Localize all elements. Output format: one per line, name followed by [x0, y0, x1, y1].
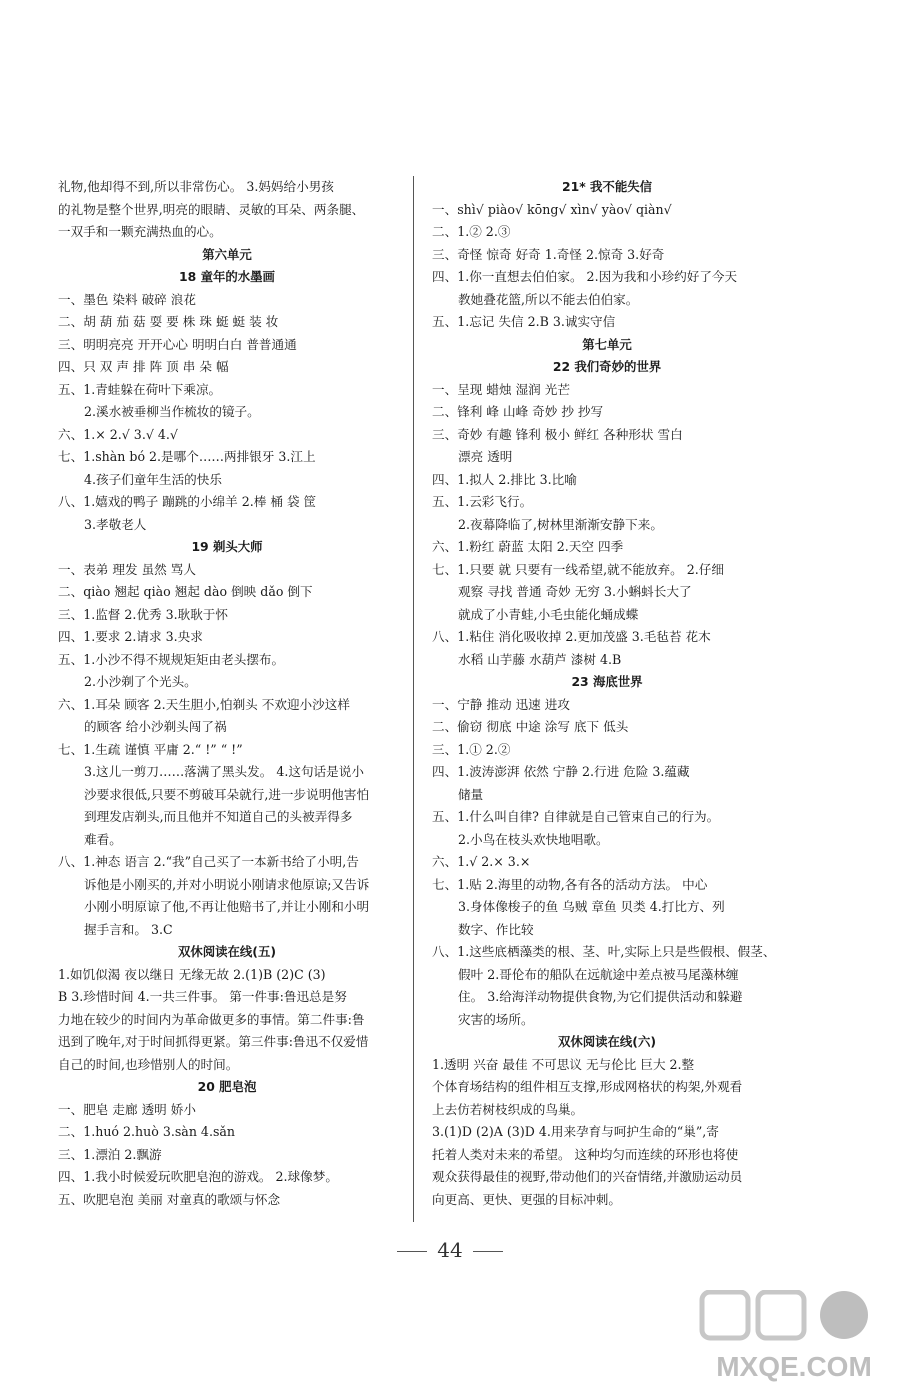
- section-heading: 19 剃头大师: [191, 539, 263, 554]
- answer-line: 六、1.耳朵 顾客 2.天生胆小,怕剃头 不欢迎小沙这样: [58, 696, 350, 712]
- answer-line: 四、1.你一直想去伯伯家。 2.因为我和小珍约好了今天: [432, 269, 738, 284]
- column-divider: [413, 176, 414, 1222]
- answer-line: 三、1.① 2.②: [432, 741, 511, 757]
- answer-line: 六、1.√ 2.× 3.×: [432, 854, 531, 869]
- answer-line: 2.夜幕降临了,树林里渐渐安静下来。: [458, 516, 663, 532]
- answer-line: 五、吹肥皂泡 美丽 对童真的歌颂与怀念: [58, 1191, 281, 1207]
- answer-line: 3.(1)D (2)A (3)D 4.用来孕育与呵护生命的“巢”,寄: [432, 1124, 719, 1139]
- answer-line: 灾害的场所。: [458, 1011, 534, 1027]
- answer-line: B 3.珍惜时间 4.一共三件事。 第一件事:鲁迅总是努: [58, 989, 347, 1004]
- answer-line: 一、肥皂 走廊 透明 娇小: [58, 1101, 196, 1117]
- section-heading: 双休阅读在线(五): [177, 944, 277, 959]
- section-heading: 21* 我不能失信: [562, 179, 652, 194]
- answer-line: 二、qiào 翘起 qiào 翘起 dào 倒映 dǎo 倒下: [58, 584, 313, 599]
- answer-line: 储量: [458, 786, 484, 802]
- answer-line: 七、1.只要 就 只要有一线希望,就不能放弃。 2.仔细: [432, 561, 724, 577]
- answer-line: 七、1.shàn bó 2.是哪个……两排银牙 3.江上: [58, 449, 316, 464]
- answer-line: 漂亮 透明: [458, 449, 513, 464]
- answer-line: 假叶 2.哥伦布的船队在远航途中差点被马尾藻林缠: [458, 966, 739, 982]
- answer-line: 一、表弟 理发 虽然 骂人: [58, 561, 196, 577]
- answer-line: 3.这儿一剪刀……落满了黑头发。 4.这句话是说小: [84, 764, 364, 779]
- answer-line: 教她叠花篮,所以不能去伯伯家。: [458, 291, 639, 307]
- answer-line: 的礼物是整个世界,明亮的眼睛、灵敏的耳朵、两条腿、: [58, 201, 365, 217]
- answer-line: 四、只 双 声 排 阵 顶 串 朵 幅: [58, 359, 229, 374]
- answer-line: 一、宁静 推动 迅速 进攻: [432, 696, 570, 712]
- answer-line: 诉他是小刚买的,并对小明说小刚请求他原谅;又告诉: [84, 876, 370, 892]
- section-heading: 23 海底世界: [571, 674, 643, 689]
- answer-line: 难看。: [84, 831, 122, 847]
- page-number: [0, 1238, 900, 1262]
- answer-line: 五、1.云彩飞行。: [432, 494, 533, 509]
- answer-line: 2.小鸟在枝头欢快地唱歌。: [458, 831, 609, 847]
- answer-line: 4.孩子们童年生活的快乐: [84, 471, 222, 487]
- section-heading: 第六单元: [202, 246, 252, 262]
- watermark-glyph-2: [758, 1292, 804, 1338]
- section-heading: 20 肥皂泡: [197, 1079, 257, 1094]
- answer-line: 一、shì√ piào√ kōng√ xìn√ yào√ qiàn√: [432, 201, 672, 217]
- answer-line: 数字、作比较: [458, 921, 534, 937]
- answer-line: 八、1.粘住 消化吸收掉 2.更加茂盛 3.毛毡苔 花木: [432, 629, 711, 644]
- answer-line: 观察 寻找 普通 奇妙 无穷 3.小蝌蚪长大了: [458, 584, 692, 599]
- answer-line: 沙要求很低,只要不剪破耳朵就行,进一步说明他害怕: [84, 786, 370, 802]
- answer-line: 三、1.漂泊 2.飘游: [58, 1146, 162, 1162]
- answer-line: 迅到了晚年,对于时间抓得更紧。第三件事:鲁迅不仅爱惜: [58, 1034, 369, 1049]
- section-heading: 双休阅读在线(六): [557, 1034, 657, 1049]
- answer-line: 二、1.② 2.③: [432, 224, 511, 239]
- section-heading: 22 我们奇妙的世界: [552, 359, 662, 374]
- page-number-text: 44: [437, 1238, 463, 1262]
- answer-line: 三、奇怪 惊奇 好奇 1.奇怪 2.惊奇 3.好奇: [432, 246, 665, 262]
- dash-left: [397, 1251, 427, 1252]
- answer-line: 2.溪水被垂柳当作梳妆的镜子。: [84, 404, 260, 419]
- answer-line: 力地在较少的时间内为革命做更多的事情。第二件事:鲁: [58, 1011, 365, 1027]
- answer-line: 自己的时间,也珍惜别人的时间。: [58, 1056, 239, 1072]
- answer-line: 托着人类对未来的希望。 这种均匀而连续的环形也将使: [432, 1146, 739, 1162]
- answer-line: 五、1.小沙不得不规规矩矩由老头摆布。: [58, 651, 285, 667]
- answer-line: 3.身体像梭子的鱼 乌贼 章鱼 贝类 4.打比方、列: [458, 899, 725, 914]
- answer-line: 一双手和一颗充满热血的心。: [58, 224, 222, 239]
- answer-line: 住。 3.给海洋动物提供食物,为它们提供活动和躲避: [458, 989, 743, 1004]
- answer-line: 二、胡 葫 茄 菇 耍 要 株 珠 蜓 蜓 装 妆: [58, 314, 279, 329]
- answer-line: 个体育场结构的组件相互支撑,形成网格状的构架,外观看: [432, 1079, 743, 1094]
- answer-line: 二、1.huó 2.huò 3.sàn 4.sǎn: [58, 1124, 236, 1139]
- answer-line: 八、1.神态 语言 2.“我”自己买了一本新书给了小明,告: [58, 854, 359, 869]
- answer-line: 六、1.× 2.√ 3.√ 4.√: [58, 426, 178, 442]
- section-heading: 第七单元: [582, 336, 632, 352]
- right-answer-column: [432, 176, 782, 1211]
- left-answer-column: [58, 176, 396, 1211]
- dash-right: [473, 1251, 503, 1252]
- answer-line: 三、1.监督 2.优秀 3.耿耿于怀: [58, 606, 228, 622]
- answer-line: 到理发店剃头,而且他并不知道自己的头被弄得多: [84, 809, 353, 824]
- answer-line: 八、1.嬉戏的鸭子 蹦跳的小绵羊 2.棒 桶 袋 筐: [58, 494, 317, 509]
- answer-line: 2.小沙剃了个光头。: [84, 674, 197, 689]
- answer-line: 就成了小青蛙,小毛虫能化蛹成蝶: [458, 606, 639, 622]
- answer-line: 二、偷窃 彻底 中途 涂写 底下 低头: [432, 719, 629, 734]
- answer-line: 3.孝敬老人: [84, 516, 147, 532]
- answer-line: 五、1.青蛙躲在荷叶下乘凉。: [58, 381, 222, 397]
- answer-line: 二、锋利 峰 山峰 奇妙 抄 抄写: [432, 404, 604, 419]
- answer-line: 四、1.要求 2.请求 3.央求: [58, 629, 203, 644]
- answer-line: 1.透明 兴奋 最佳 不可思议 无与伦比 巨大 2.整: [432, 1056, 695, 1072]
- answer-line: 握手言和。 3.C: [84, 921, 173, 937]
- answer-line: 的顾客 给小沙剃头闯了祸: [84, 719, 227, 734]
- answer-line: 一、墨色 染料 破碎 浪花: [58, 291, 196, 307]
- answer-line: 上去仿若树枝织成的鸟巢。: [432, 1101, 584, 1117]
- answer-line: 礼物,他却得不到,所以非常伤心。 3.妈妈给小男孩: [58, 179, 334, 194]
- answer-line: 八、1.这些底栖藻类的根、茎、叶,实际上只是些假根、假茎、: [432, 944, 776, 959]
- watermark-glyph-1: [702, 1292, 748, 1338]
- answer-line: 1.如饥似渴 夜以继日 无缘无故 2.(1)B (2)C (3): [58, 966, 326, 982]
- answer-line: 七、1.贴 2.海里的动物,各有各的活动方法。 中心: [432, 876, 708, 892]
- watermark-logo: [696, 1290, 892, 1386]
- section-heading: 18 童年的水墨画: [179, 269, 275, 284]
- answer-line: 水稻 山芋藤 水葫芦 漆树 4.B: [458, 651, 622, 667]
- watermark-text: MXQE.COM: [716, 1351, 872, 1382]
- answer-line: 四、1.波涛澎湃 依然 宁静 2.行进 危险 3.蕴藏: [432, 764, 690, 779]
- answer-line: 小刚小明原谅了他,不再让他赔书了,并让小刚和小明: [84, 899, 370, 914]
- answer-line: 三、明明亮亮 开开心心 明明白白 普普通通: [58, 336, 297, 352]
- answer-line: 观众获得最佳的视野,带动他们的兴奋情绪,并激励运动员: [432, 1169, 743, 1184]
- answer-line: 四、1.拟人 2.排比 3.比喻: [432, 471, 577, 487]
- answer-line: 向更高、更快、更强的目标冲刺。: [432, 1191, 621, 1207]
- watermark-glyph-3: [820, 1291, 868, 1339]
- answer-line: 三、奇妙 有趣 锋利 极小 鲜红 各种形状 雪白: [432, 426, 683, 442]
- answer-line: 六、1.粉红 蔚蓝 太阳 2.天空 四季: [432, 539, 624, 554]
- answer-line: 四、1.我小时候爱玩吹肥皂泡的游戏。 2.球像梦。: [58, 1169, 338, 1184]
- answer-line: 五、1.忘记 失信 2.B 3.诚实守信: [432, 314, 616, 329]
- answer-line: 五、1.什么叫自律? 自律就是自己管束自己的行为。: [432, 809, 720, 824]
- answer-line: 七、1.生疏 谨慎 平庸 2.“ !” “ !”: [58, 741, 243, 757]
- answer-line: 一、呈现 蜡烛 湿润 光芒: [432, 381, 570, 397]
